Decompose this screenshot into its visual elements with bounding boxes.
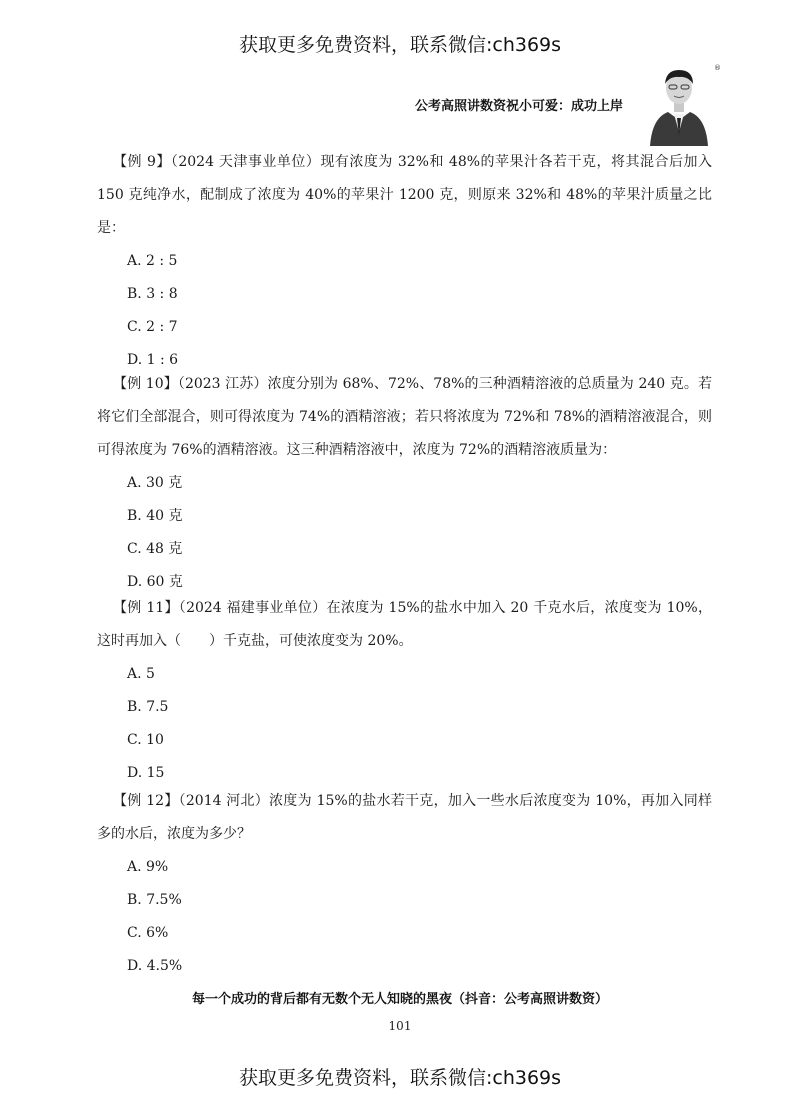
question-stem: 【例 10】（2023 江苏）浓度分别为 68%、72%、78%的三种酒精溶液的总质量为 240 克。若将它们全部混合，则可得浓度为 74%的酒精溶液；若只将浓度为 72%和 78%的酒精溶液混合，则可得浓度为 76%的酒精溶液。这三种酒精溶液中，浓度为 72%的酒精溶液质量为： <box>97 376 712 458</box>
option-c: C. 48 克 <box>127 541 183 557</box>
option-d: D. 4.5% <box>127 958 183 974</box>
option-c: C. 2 : 7 <box>127 319 178 335</box>
option-c: C. 6% <box>127 925 169 941</box>
footer-motto: 每一个成功的背后都有无数个无人知晓的黑夜（抖音：公考高照讲数资） <box>191 992 608 1007</box>
option-d: D. 1 : 6 <box>127 352 179 368</box>
author-photo <box>646 62 712 146</box>
option-b: B. 40 克 <box>127 508 183 524</box>
question-stem: 【例 11】（2024 福建事业单位）在浓度为 15%的盐水中加入 20 千克水后，浓度变为 10%，这时再加入（ ）千克盐，可使浓度变为 20%。 <box>97 600 712 649</box>
option-d: D. 15 <box>127 765 165 781</box>
registered-mark: ® <box>714 64 721 72</box>
option-a: A. 30 克 <box>127 475 183 491</box>
question-10 <box>97 368 712 599</box>
option-b: B. 3 : 8 <box>127 286 178 302</box>
option-b: B. 7.5 <box>127 699 169 715</box>
option-a: A. 5 <box>127 666 155 682</box>
question-9 <box>97 146 712 377</box>
option-a: A. 9% <box>127 859 169 875</box>
watermark-bottom: 获取更多免费资料，联系微信:ch369s <box>238 1067 562 1089</box>
option-a: A. 2 : 5 <box>127 253 178 269</box>
question-stem: 【例 9】（2024 天津事业单位）现有浓度为 32%和 48%的苹果汁各若干克，将其混合后加入 150 克纯净水，配制成了浓度为 40%的苹果汁 1200 克，则原来 32%和 48%的苹果汁质量之比是： <box>97 154 712 236</box>
question-stem: 【例 12】（2014 河北）浓度为 15%的盐水若干克，加入一些水后浓度变为 10%，再加入同样多的水后，浓度为多少？ <box>97 793 712 842</box>
page-number: 101 <box>388 1019 412 1033</box>
option-b: B. 7.5% <box>127 892 182 908</box>
question-12 <box>97 785 712 983</box>
option-c: C. 10 <box>127 732 164 748</box>
watermark-top: 获取更多免费资料，联系微信:ch369s <box>238 34 562 56</box>
question-11 <box>97 592 712 790</box>
header-motto: 公考高照讲数资祝小可爱：成功上岸 <box>415 99 624 114</box>
option-d: D. 60 克 <box>127 574 183 590</box>
